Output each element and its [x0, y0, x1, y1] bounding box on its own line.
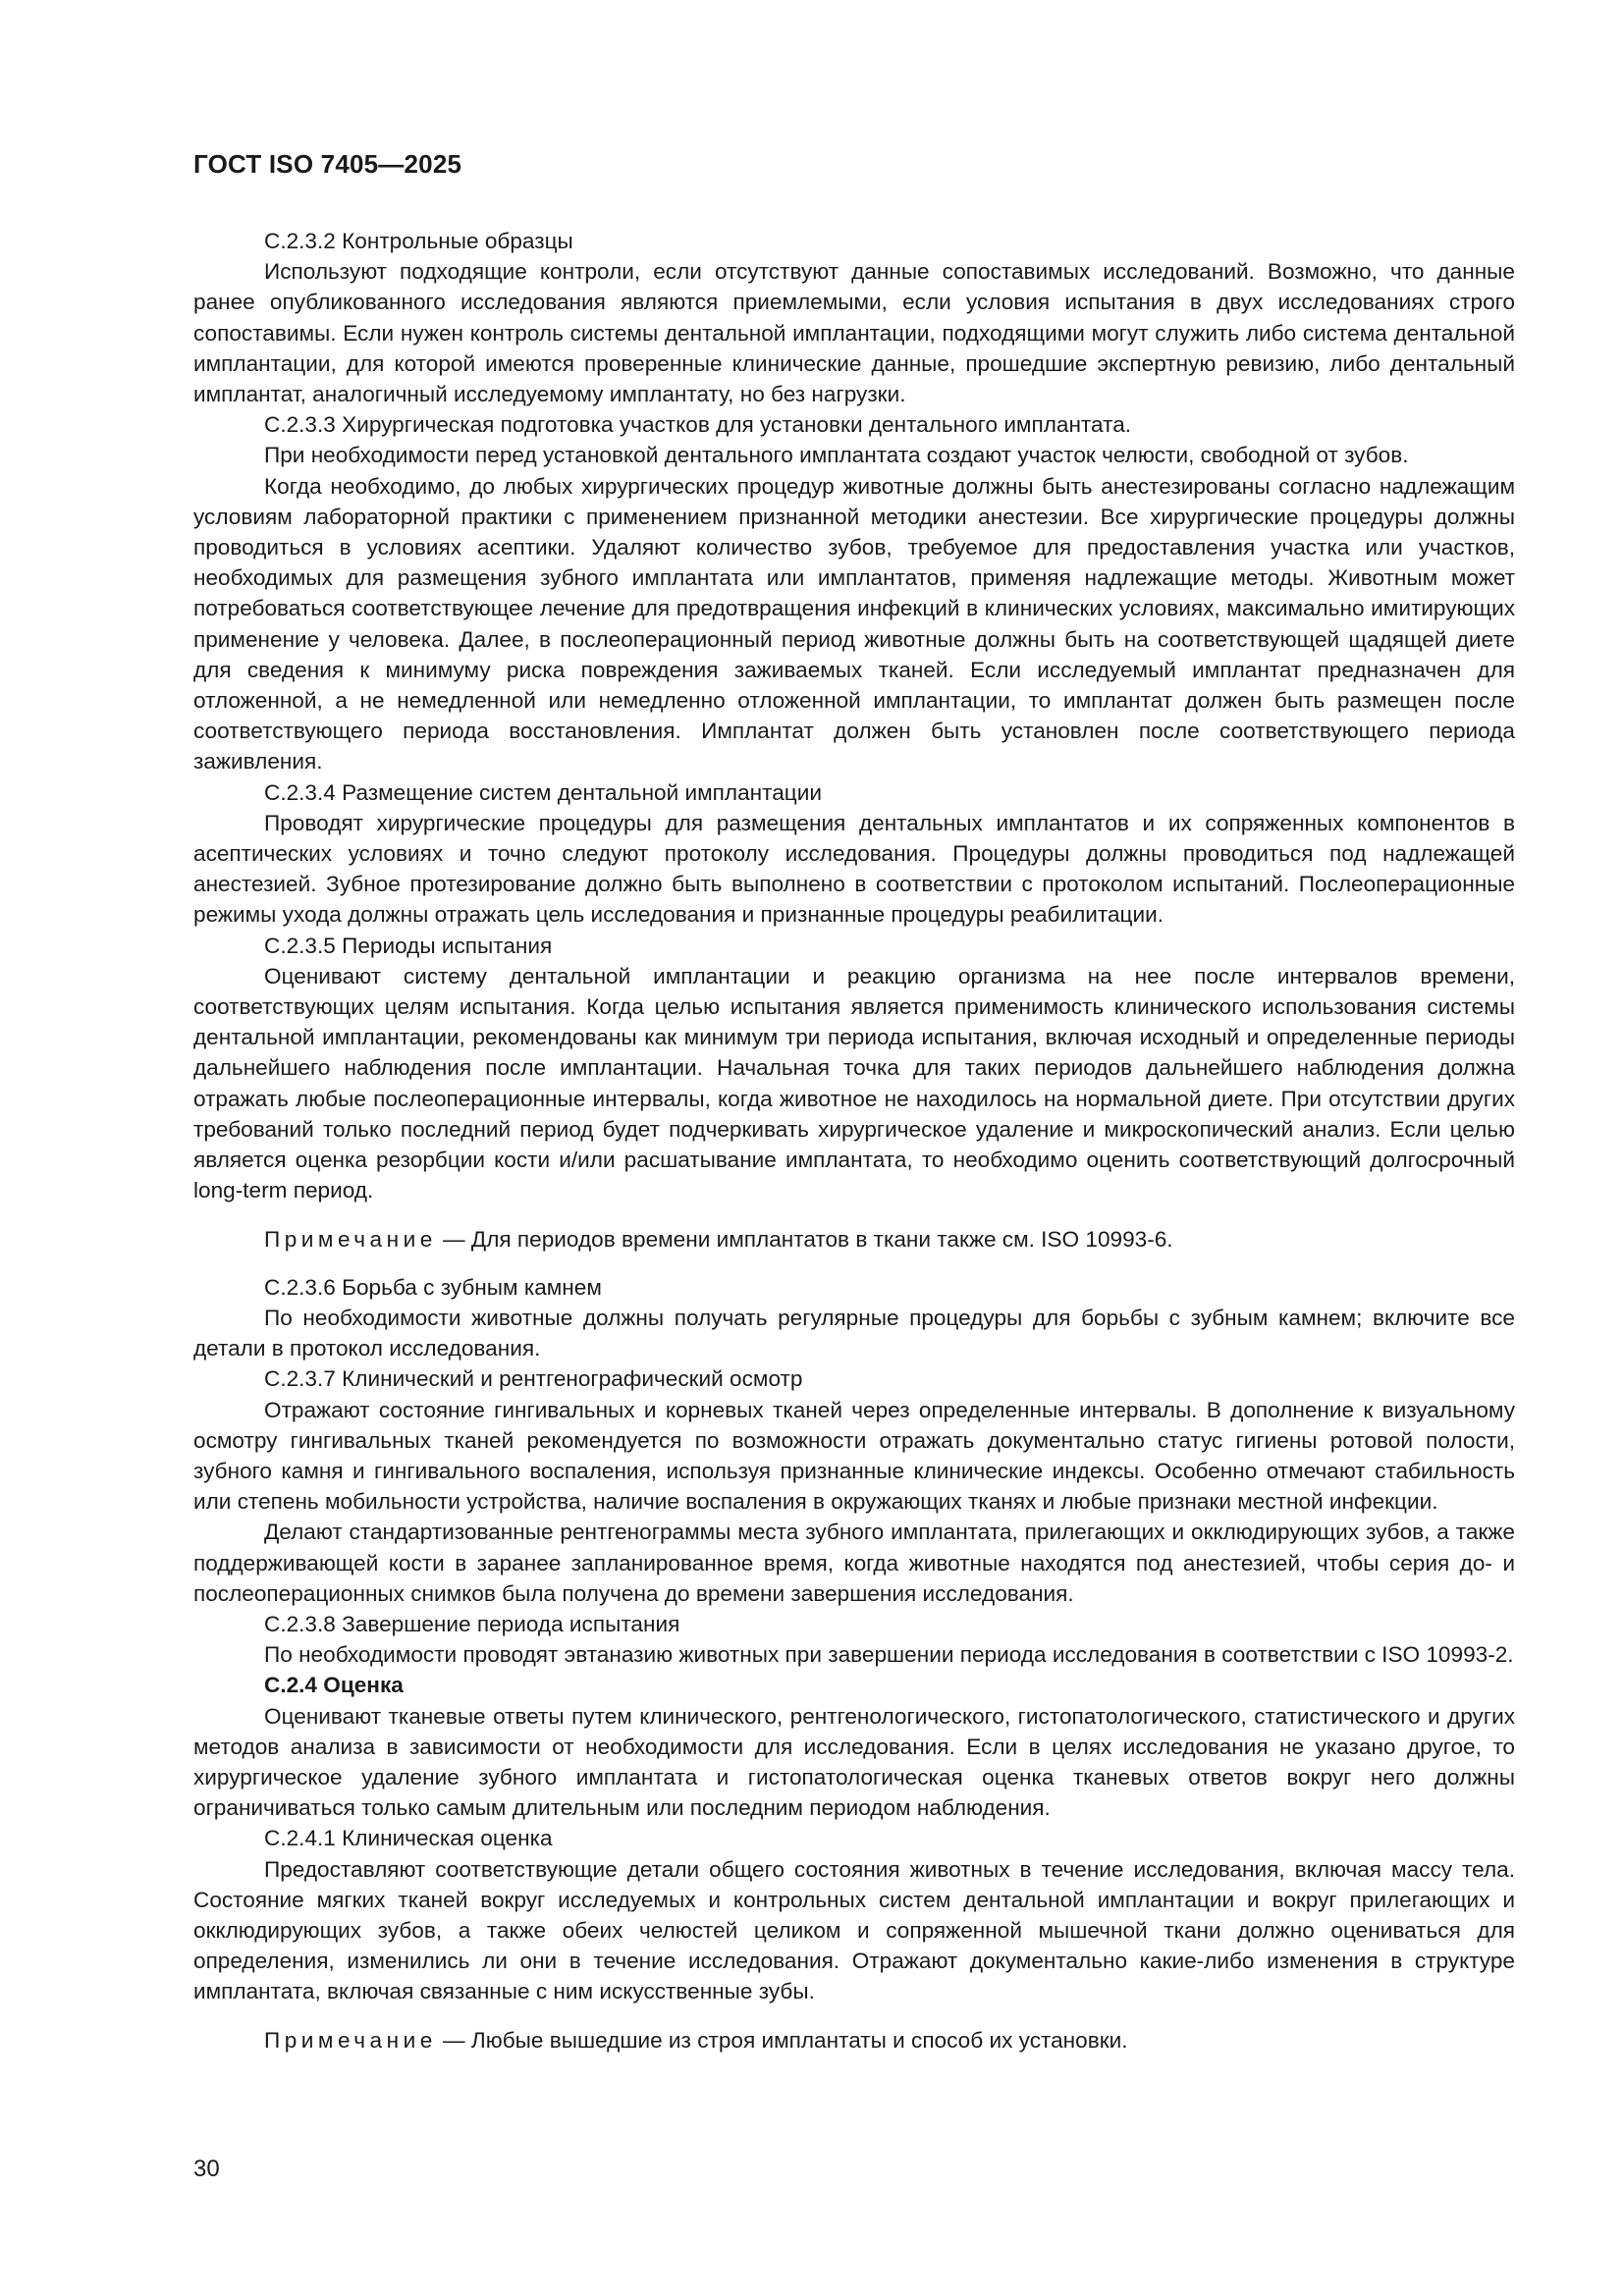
document-body — [193, 226, 1515, 2073]
note-2-label: Примечание — [264, 2027, 437, 2053]
section-c-2-3-8-paragraph: По необходимости проводят эвтаназию животных при завершении периода исследования в соответствии с ISO 10993-2. — [264, 1642, 1514, 1668]
note-2 — [193, 2025, 1515, 2056]
section-c-2-4-heading: С.2.4 Оценка — [264, 1673, 404, 1698]
page-number: 30 — [193, 2156, 220, 2182]
section-c-2-3-4-paragraph: Проводят хирургические процедуры для размещения дентальных имплантатов и их сопряженных компонентов в асептических условиях и точно следуют протоколу исследования. Процедуры должны проводиться под надлежащей анестезией. Зубное протезирование должно быть выполнено в соответствии с протоколом испытаний. Послеоперационные режимы ухода должны отражать цель исследования и признанные процедуры реабилитации. — [193, 810, 1515, 928]
section-c-2-3-4-heading: С.2.3.4 Размещение систем дентальной имплантации — [264, 779, 822, 805]
section-c-2-3-8-heading: С.2.3.8 Завершение периода испытания — [264, 1611, 680, 1636]
section-c-2-3-6-heading: С.2.3.6 Борьба с зубным камнем — [264, 1274, 602, 1300]
note-1 — [193, 1224, 1515, 1255]
section-c-2-3-3-paragraph-2: Когда необходимо, до любых хирургических процедур животные должны быть анестезированы согласно надлежащим условиям лабораторной практики с применением признанной методики анестезии. Все хирургические процедуры должны проводиться в условиях асептики. Удаляют количество зубов, требуемое для предоставления участка или участков, необходимых для размещения зубного имплантата или имплантатов, применяя надлежащие методы. Животным может потребоваться соответствующее лечение для предотвращения инфекций в клинических условиях, максимально имитирующих применение у человека. Далее, в послеоперационный период животные должны быть на соответствующей щадящей диете для сведения к минимуму риска повреждения заживаемых тканей. Если исследуемый имплантат предназначен для отложенной, а не немедленной или немедленно отложенной имплантации, то имплантат должен быть размещен после соответствующего периода восстановления. Имплантат должен быть установлен после соответствующего периода заживления. — [193, 473, 1515, 774]
section-c-2-3-7-paragraph-1: Отражают состояние гингивальных и корневых тканей через определенные интервалы. В дополнение к визуальному осмотру гингивальных тканей рекомендуется по возможности отражать документально статус гигиены ротовой полости, зубного камня и гингивального воспаления, используя признанные клинические индексы. Особенно отмечают стабильность или степень мобильности устройства, наличие воспаления в окружающих тканях и любые признаки местной инфекции. — [193, 1397, 1515, 1515]
section-c-2-3-7-heading: С.2.3.7 Клинический и рентгенографический осмотр — [264, 1366, 803, 1392]
section-c-2-4-paragraph: Оценивают тканевые ответы путем клинического, рентгенологического, гистопатологического, статистического и других методов анализа в зависимости от необходимости для исследования. Если в целях исследования не указано другое, то хирургическое удаление зубного имплантата и гистопатологическая оценка тканевых ответов вокруг него должны ограничиваться только самым длительным или последним периодом наблюдения. — [193, 1703, 1515, 1821]
section-c-2-3-3-paragraph-1: При необходимости перед установкой дентального имплантата создают участок челюсти, свободной от зубов. — [264, 443, 1409, 468]
document-header: ГОСТ ISO 7405—2025 — [193, 149, 462, 179]
section-c-2-3-5-heading: С.2.3.5 Периоды испытания — [264, 933, 553, 958]
section-c-2-4-1-heading: С.2.4.1 Клиническая оценка — [264, 1826, 553, 1851]
section-c-2-3-5-paragraph: Оценивают систему дентальной имплантации и реакцию организма на нее после интервалов времени, соответствующих целям испытания. Когда целью испытания является применимость клинического использования системы дентальной имплантации, рекомендованы как минимум три периода испытания, включая исходный и определенные периоды дальнейшего наблюдения после имплантации. Начальная точка для таких периодов дальнейшего наблюдения должна отражать любые послеоперационные интервалы, когда животное не находилось на нормальной диете. При отсутствии других требований только последний период будет подчеркивать хирургическое удаление и микроскопический анализ. Если целью является оценка резорбции кости и/или расшатывание имплантата, то необходимо оценить соответствующий долгосрочный long-term период. — [193, 963, 1515, 1203]
note-1-label: Примечание — [264, 1226, 437, 1252]
section-c-2-3-7-paragraph-2: Делают стандартизованные рентгенограммы места зубного имплантата, прилегающих и окклюдирующих зубов, а также поддерживающей кости в заранее запланированное время, когда животные находятся под анестезией, чтобы серия до- и послеоперационных снимков была получена до времени завершения исследования. — [193, 1520, 1515, 1606]
section-c-2-4-1-paragraph: Предоставляют соответствующие детали общего состояния животных в течение исследования, включая массу тела. Состояние мягких тканей вокруг исследуемых и контрольных систем дентальной имплантации и вокруг прилегающих и окклюдирующих зубов, а также обеих челюстей целиком и сопряженной мышечной ткани должно оцениваться для определения, изменились ли они в течение исследования. Отражают документально какие-либо изменения в структуре имплантата, включая связанные с ним искусственные зубы. — [193, 1856, 1515, 2004]
section-c-2-3-2-paragraph: Используют подходящие контроли, если отсутствуют данные сопоставимых исследований. Возможно, что данные ранее опубликованного исследования являются приемлемыми, если условия испытания в двух исследованиях строго сопоставимы. Если нужен контроль системы дентальной имплантации, подходящими могут служить либо система дентальной имплантации, для которой имеются проверенные клинические данные, прошедшие экспертную ревизию, либо дентальный имплантат, аналогичный исследуемому имплантату, но без нагрузки. — [193, 259, 1515, 407]
note-2-text: — Любые вышедшие из строя имплантаты и способ их установки. — [436, 2027, 1128, 2053]
section-c-2-3-6-paragraph: По необходимости животные должны получать регулярные процедуры для борьбы с зубным камнем; включите все детали в протокол исследования. — [193, 1305, 1515, 1362]
note-1-text: — Для периодов времени имплантатов в ткани также см. ISO 10993-6. — [436, 1226, 1173, 1252]
section-c-2-3-2-heading: С.2.3.2 Контрольные образцы — [264, 229, 573, 253]
section-c-2-3-3-heading: С.2.3.3 Хирургическая подготовка участков для установки дентального имплантата. — [264, 412, 1132, 438]
